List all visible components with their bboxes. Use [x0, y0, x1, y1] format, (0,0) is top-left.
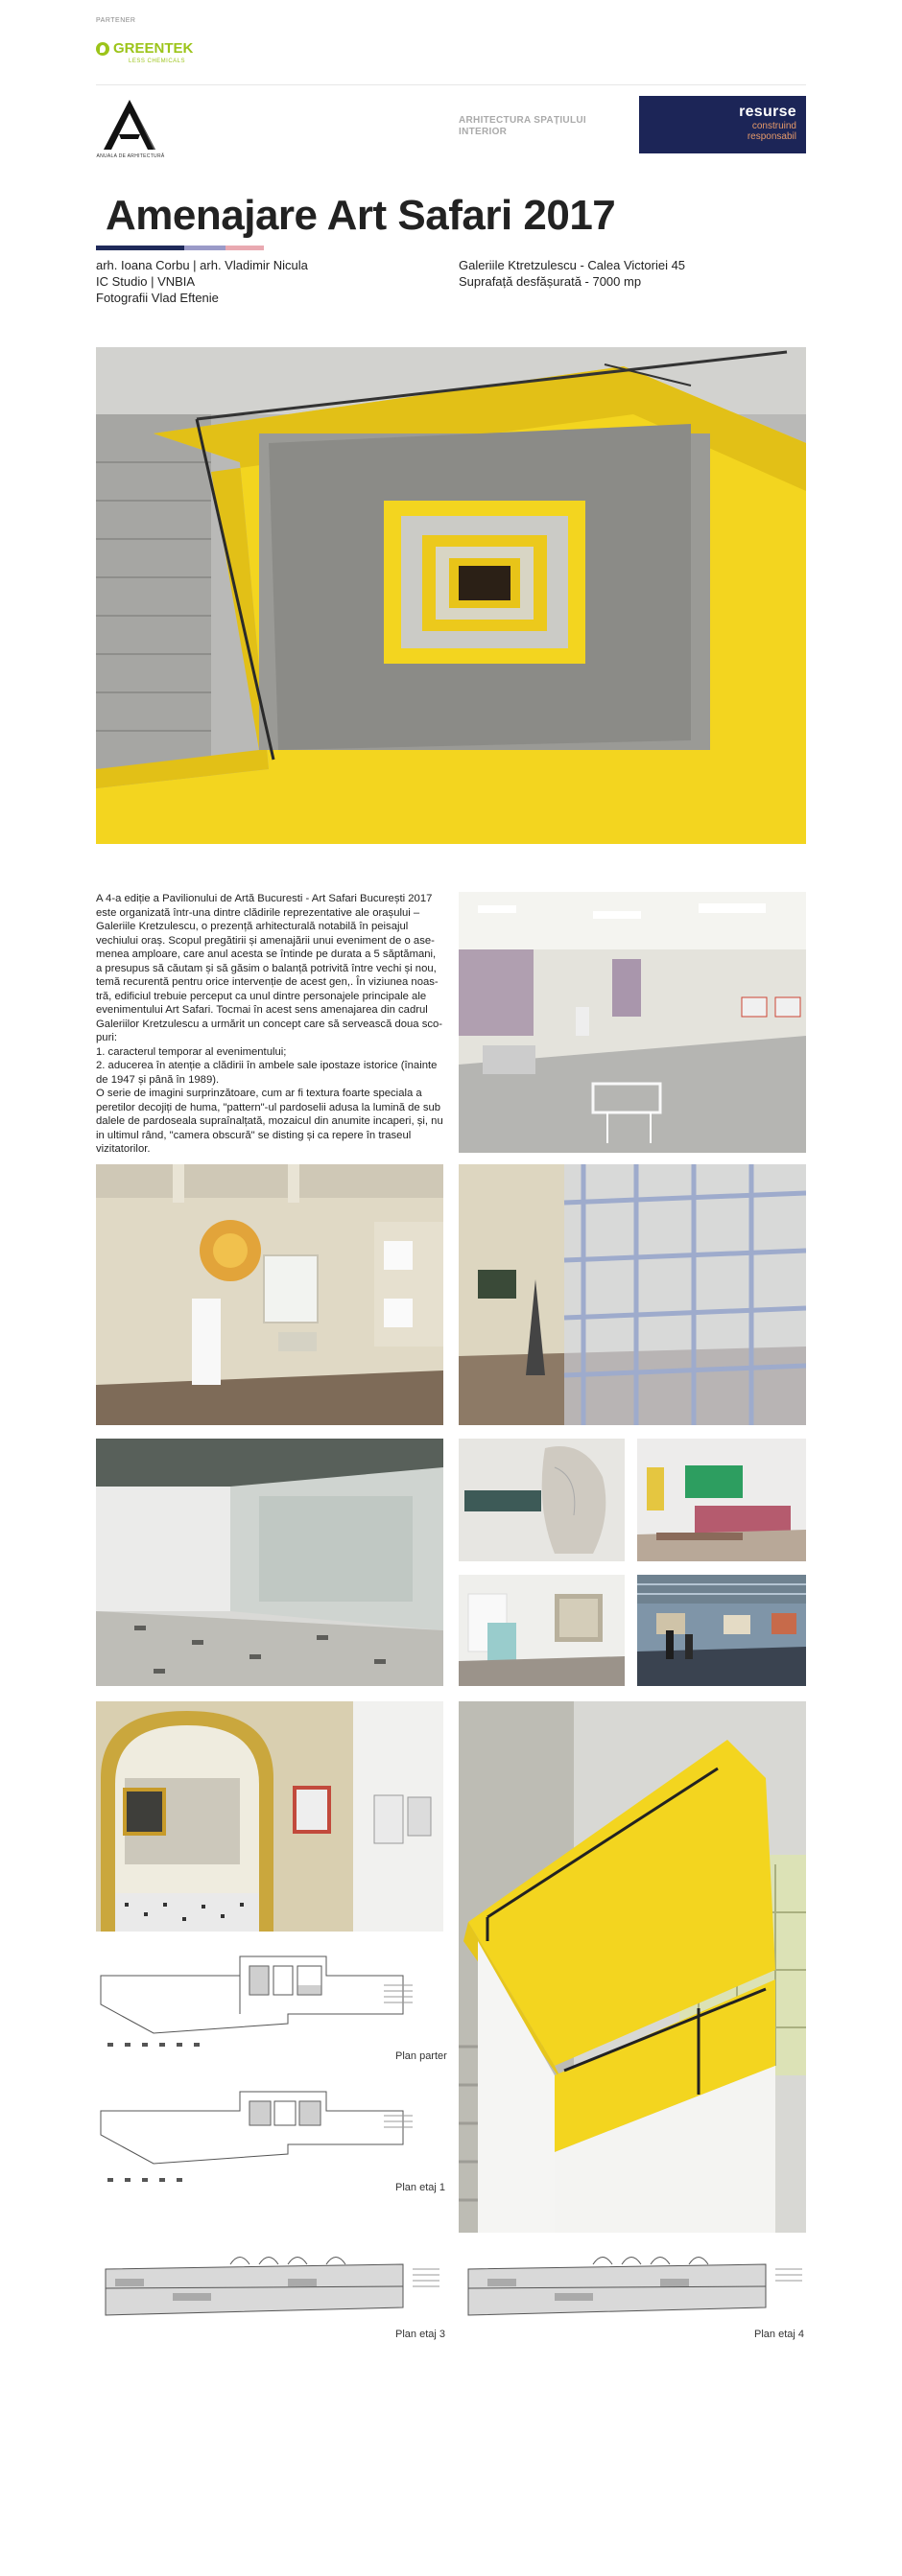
plan-etaj1-label: Plan etaj 1 [395, 2182, 445, 2193]
projection-room-photo [96, 1439, 443, 1686]
section-label-line2: INTERIOR [459, 127, 508, 137]
credit-architects: arh. Ioana Corbu | arh. Vladimir Nicula [96, 258, 308, 272]
plan-etaj3-label: Plan etaj 3 [395, 2329, 445, 2340]
credits-left [96, 257, 308, 306]
greentek-subtitle: LESS CHEMICALS [129, 59, 186, 64]
arched-doorway-photo [96, 1701, 443, 1932]
floor-plan-etaj4 [459, 2240, 806, 2336]
section-label-line1: ARHITECTURA SPAȚIULUI [459, 115, 586, 126]
title-bar-pink [226, 246, 264, 250]
lounge-installation-photo [637, 1439, 806, 1561]
letter-a-logo-icon[interactable] [96, 94, 163, 161]
resurse-name: resurse [739, 104, 796, 120]
page-title: Amenajare Art Safari 2017 [106, 192, 616, 239]
gallery-room-photo [459, 892, 806, 1153]
floor-plan-etaj1 [96, 2087, 422, 2192]
article-body [96, 892, 443, 1157]
scaffold-installation-photo [459, 1164, 806, 1425]
chandelier-room-photo [96, 1164, 443, 1425]
yellow-stair-detail-photo [459, 1701, 806, 2233]
title-bar-navy [96, 246, 184, 250]
hero-staircase-photo [96, 347, 806, 844]
greentek-name: GREENTEK [113, 40, 194, 57]
title-bar-lilac [184, 246, 226, 250]
header-divider [96, 84, 806, 85]
textile-art-photo [459, 1439, 625, 1561]
floor-plan-parter [96, 1947, 422, 2062]
resurse-logo[interactable] [639, 96, 806, 153]
floor-plan-etaj3 [96, 2240, 443, 2336]
credits-right [459, 257, 685, 290]
greentek-logo[interactable] [96, 40, 194, 64]
credit-photo: Fotografii Vlad Eftenie [96, 291, 219, 305]
hall-visitors-photo [637, 1575, 806, 1686]
article-body-text: A 4-a ediție a Pavilionului de Artă Bucuresti - Art Safari București 2017 este organizată într-una dintre clădirile reprezentative ale orașului – Galeriile Kretzulescu, o prezență arhitecturală notabilă în peisajul vechiului oraș. Scopul pregătirii și amenajării unui eveniment de o ase-menea amploare, care anul acesta se întinde pe durata a 5 săptămani, a presupus să căutam și să găsim o balanță potrivită între vechi și nou, temă recurentă pentru orice intervenție de acest gen,. În viziunea noas-tră, edificiul trebuie perceput ca unul dintre personajele principale ale evenimentului Art Safari. Tocmai în acest sens amenajarea din cadrul Galeriilor Kretzulescu a urmărit un concept care să servească doua sco-puri: 1. caracterul temporar al evenimentului; 2. aducerea în atenție a clădirii în ambele sale ipostaze istorice (înainte de 1947 și până în 1989). O serie de imagini surprinzătoare, cum ar fi textura foarte speciala a peretilor decojiți de huma, "pattern"-ul pardoselii adusa la lumină de sub dalele de pardoseala supraînalțată, mozaicul din anumite incaperi, și, nu in ultimul rând, "camera obscură" se disting și ca repere în traseul vizitatorilor. [96, 893, 443, 1155]
partner-label: PARTENER [96, 17, 136, 24]
gallery-corridor-photo [459, 1575, 625, 1686]
credit-location: Galeriile Ktretzulescu - Calea Victoriei 45 [459, 258, 686, 272]
resurse-sub-line1: construind [751, 121, 796, 131]
leaf-icon [96, 42, 109, 56]
resurse-sub-line2: responsabil [747, 131, 796, 142]
section-label [459, 115, 586, 138]
plan-etaj4-label: Plan etaj 4 [754, 2329, 804, 2340]
plan-parter-label: Plan parter [395, 2050, 447, 2062]
credit-area: Suprafață desfășurată - 7000 mp [459, 274, 642, 289]
anuala-logo-text: ANUALA DE ARHITECTURĂ [96, 153, 165, 159]
credit-studio: IC Studio | VNBIA [96, 274, 196, 289]
